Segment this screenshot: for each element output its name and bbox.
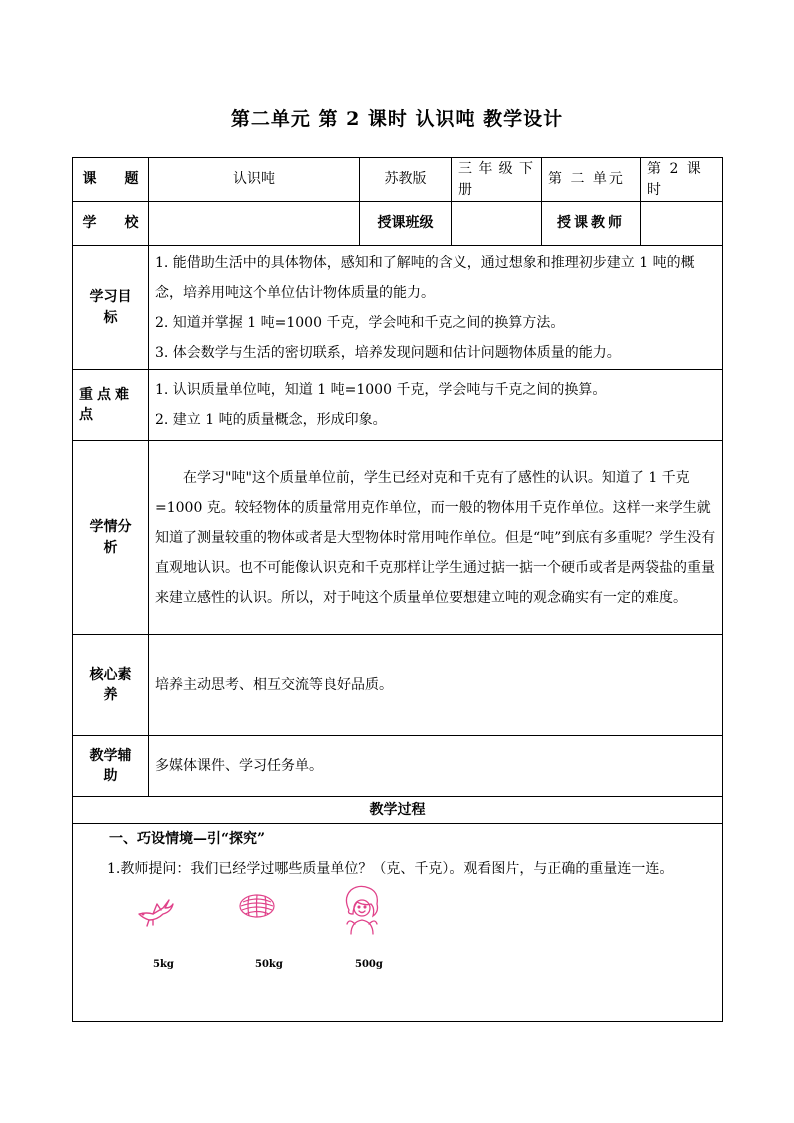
teacher-value	[641, 202, 723, 246]
topic-value: 认识吨	[149, 158, 360, 202]
goal-item: 1. 能借助生活中的具体物体，感知和了解吨的含义，通过想象和推理初步建立 1 吨的概念，培养用吨这个单位估计物体质量的能力。	[155, 254, 695, 301]
key-points-label: 重点难点	[73, 370, 149, 441]
goal-item: 2. 知道并掌握 1 吨=1000 千克，学会吨和千克之间的换算方法。	[155, 314, 565, 331]
analysis-content	[149, 441, 723, 635]
process-header-row	[73, 797, 723, 824]
school-label: 学 校	[73, 202, 149, 246]
aids-content	[149, 736, 723, 797]
caption-50kg: 50kg	[255, 959, 283, 970]
aids-label: 教学辅助	[73, 736, 149, 797]
watermelon-icon	[237, 890, 277, 922]
caption-500g: 500g	[355, 959, 383, 970]
unit-value: 第 二 单元	[542, 158, 641, 202]
key-points-row	[73, 370, 723, 441]
analysis-text: 在学习"吨"这个质量单位前，学生已经对克和千克有了感性的认识。知道了 1 千克=1000 克。较轻物体的质量常用克作单位，而一般的物体用千克作单位。这样一来学生就知道了测量较重的物体或者是大型物体时常用吨作单位。但是“吨”到底有多重呢？学生没有直观地认识。也不可能像认识克和千克那样让学生通过掂一掂一个硬币或者是两袋盐的重量来建立感性的认识。所以，对于吨这个质量单位要想建立吨的观念确实有一定的难度。	[155, 469, 716, 606]
lesson-value: 第 2 课时	[641, 158, 723, 202]
page-title: 第二单元 第 2 课时 认识吨 教学设计	[230, 108, 564, 130]
key-points-content	[149, 370, 723, 441]
header-row-topic	[73, 158, 723, 202]
girl-icon	[341, 884, 383, 936]
lesson-plan-table	[72, 157, 723, 1022]
section-heading: 一、巧设情境—引“探究”	[109, 831, 266, 847]
process-label: 教学过程	[73, 797, 723, 824]
goals-content	[149, 246, 723, 370]
school-value	[149, 202, 360, 246]
goals-row	[73, 246, 723, 370]
caption-5kg: 5kg	[153, 959, 174, 970]
process-content-row	[73, 824, 723, 1022]
header-row-school	[73, 202, 723, 246]
goals-label: 学习目标	[73, 246, 149, 370]
process-content	[73, 824, 723, 1022]
analysis-row	[73, 441, 723, 635]
process-step: 1.教师提问：我们已经学过哪些质量单位？（克、千克）。观看图片，与正确的重量连一连。	[107, 861, 674, 877]
key-point-item: 1. 认识质量单位吨，知道 1 吨=1000 千克，学会吨与千克之间的换算。	[155, 382, 607, 398]
topic-label: 课 题	[73, 158, 149, 202]
core-content	[149, 635, 723, 736]
edition-value: 苏教版	[360, 158, 452, 202]
class-value	[452, 202, 542, 246]
picture-row	[79, 884, 716, 996]
bird-icon	[135, 890, 175, 930]
aids-row	[73, 736, 723, 797]
grade-value: 三年级下册	[452, 158, 542, 202]
core-text: 培养主动思考、相互交流等良好品质。	[155, 677, 393, 693]
core-label: 核心素养	[73, 635, 149, 736]
key-point-item: 2. 建立 1 吨的质量概念，形成印象。	[155, 412, 387, 428]
class-label: 授课班级	[360, 202, 452, 246]
core-row	[73, 635, 723, 736]
goal-item: 3. 体会数学与生活的密切联系，培养发现问题和估计问题物体质量的能力。	[155, 344, 621, 361]
analysis-label: 学情分析	[73, 441, 149, 635]
teacher-label: 授课教师	[542, 202, 641, 246]
aids-text: 多媒体课件、学习任务单。	[155, 758, 323, 774]
